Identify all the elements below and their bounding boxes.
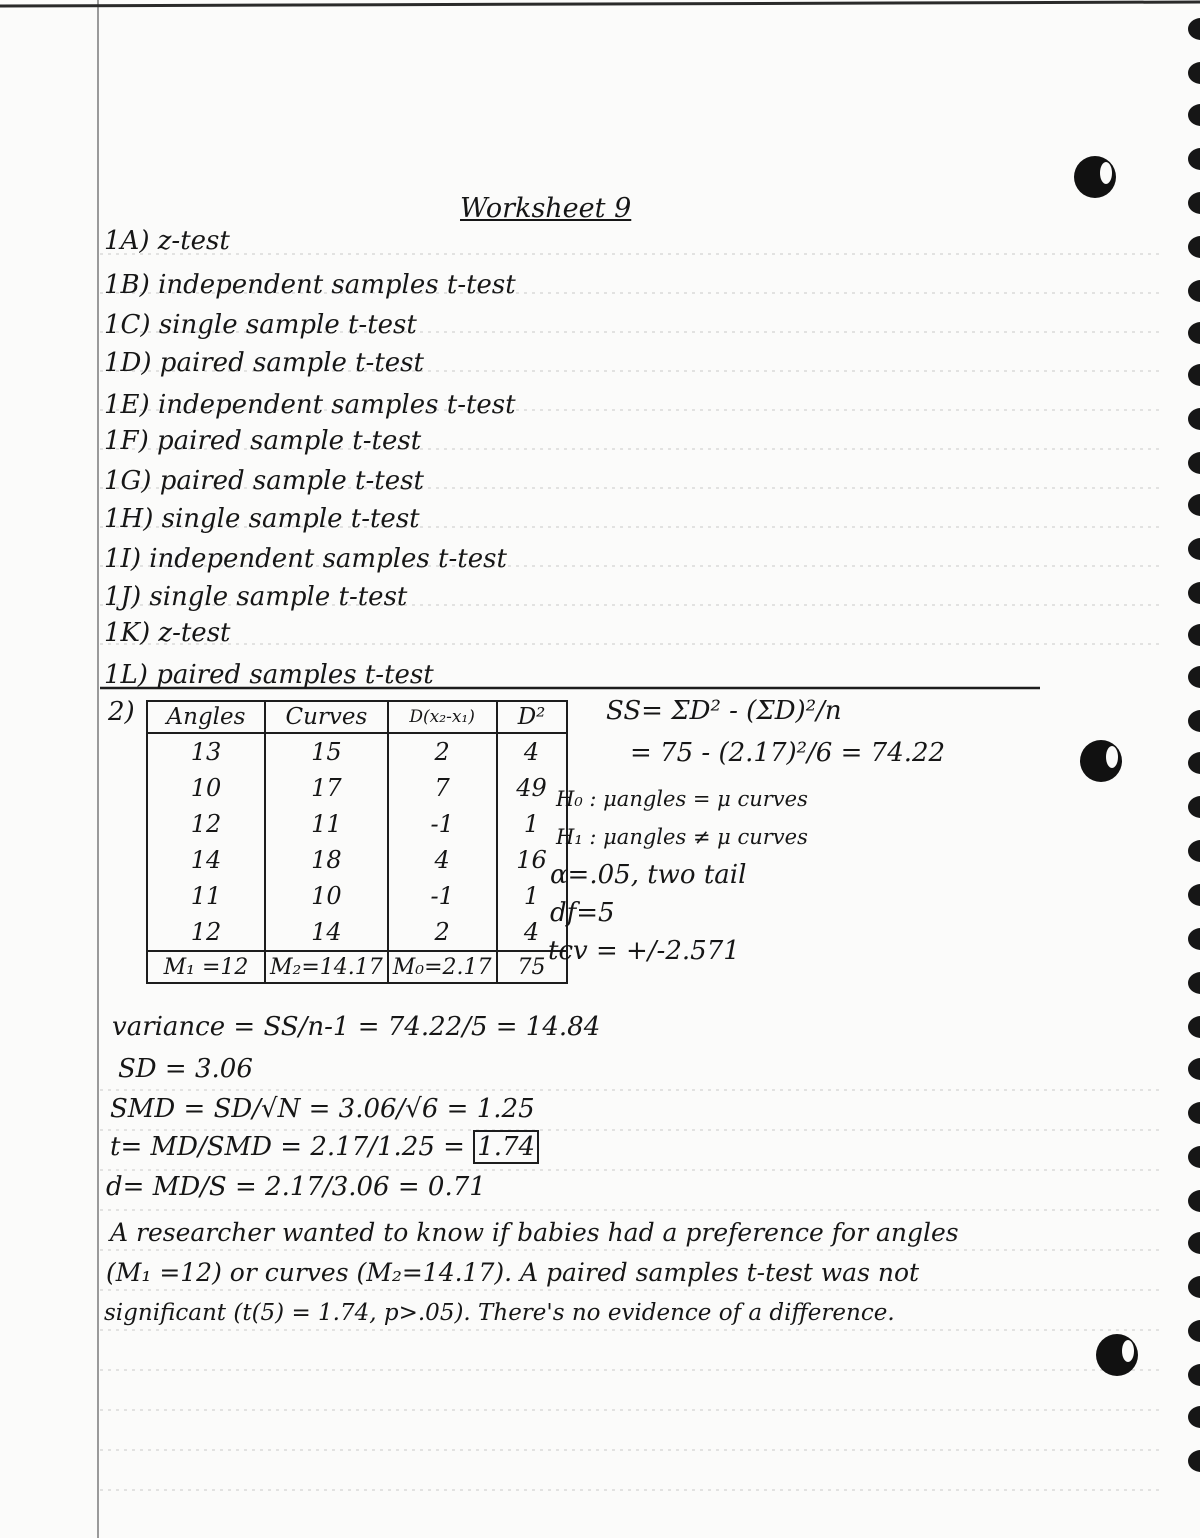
answer-text: z-test <box>157 226 230 256</box>
answer-label: 1F) <box>104 426 149 456</box>
table-header-row <box>147 701 567 733</box>
table-totals-row <box>147 951 567 983</box>
cell-d-squared: 4 <box>497 914 567 951</box>
answer-text: independent samples t-test <box>158 270 516 300</box>
answer-text: single sample t-test <box>149 582 408 612</box>
cell-curves: 17 <box>265 770 388 806</box>
table-row <box>147 733 567 770</box>
cell-d-squared: 1 <box>497 806 567 842</box>
variance-line: variance = SS/n-1 = 74.22/5 = 14.84 <box>112 1012 601 1042</box>
cell-curves: 15 <box>265 733 388 770</box>
alt-hypothesis: H₁ : μangles ≠ μ curves <box>556 825 808 849</box>
cell-angles: 13 <box>147 733 265 770</box>
cell-difference: 4 <box>388 842 497 878</box>
table-row <box>147 806 567 842</box>
cell-angles: 11 <box>147 878 265 914</box>
answer-label: 1K) <box>104 618 151 648</box>
answer-text: paired sample t-test <box>159 348 424 378</box>
cell-angles: 12 <box>147 914 265 951</box>
answer-1f <box>104 426 421 456</box>
t-formula: t= MD/SMD = 2.17/1.25 = <box>110 1132 465 1162</box>
answer-label: 1B) <box>104 270 150 300</box>
paired-data-table <box>146 700 568 984</box>
degrees-of-freedom: df=5 <box>550 898 615 928</box>
answer-text: z-test <box>158 618 231 648</box>
cell-d-squared: 4 <box>497 733 567 770</box>
answer-label: 1E) <box>104 390 150 420</box>
answer-label: 1D) <box>104 348 152 378</box>
answer-1g <box>104 466 424 496</box>
cell-difference: -1 <box>388 806 497 842</box>
conclusion-line-3: significant (t(5) = 1.74, p>.05). There's no evidence of a difference. <box>104 1300 895 1326</box>
ss-value: = 75 - (2.17)²/6 = 74.22 <box>630 738 946 768</box>
cell-curves: 18 <box>265 842 388 878</box>
answer-1b <box>104 270 516 300</box>
alpha-level: α=.05, two tail <box>550 860 747 890</box>
binder-hole-bottom <box>1096 1334 1138 1376</box>
effect-size-line: d= MD/S = 2.17/3.06 = 0.71 <box>106 1172 486 1202</box>
sum-d-squared: 75 <box>497 951 567 983</box>
header-difference: D(x₂-x₁) <box>388 701 497 733</box>
cell-curves: 14 <box>265 914 388 951</box>
answer-text: single sample t-test <box>158 310 417 340</box>
answer-1c <box>104 310 417 340</box>
header-angles: Angles <box>147 701 265 733</box>
smd-label: SMD = <box>110 1094 206 1124</box>
answer-text: independent samples t-test <box>149 544 507 574</box>
table-row <box>147 770 567 806</box>
mean-angles: M₁ =12 <box>147 951 265 983</box>
null-hypothesis: H₀ : μangles = μ curves <box>556 787 808 811</box>
answer-1e <box>104 390 516 420</box>
cell-angles: 12 <box>147 806 265 842</box>
mean-curves: M₂=14.17 <box>265 951 388 983</box>
answer-1i <box>104 544 507 574</box>
cell-angles: 10 <box>147 770 265 806</box>
cell-curves: 11 <box>265 806 388 842</box>
answer-label: 1I) <box>104 544 141 574</box>
answer-1d <box>104 348 424 378</box>
cell-d-squared: 16 <box>497 842 567 878</box>
smd-formula: SD/√N = 3.06/√6 = 1.25 <box>213 1094 535 1124</box>
cell-difference: 7 <box>388 770 497 806</box>
conclusion-line-1: A researcher wanted to know if babies had a preference for angles <box>110 1218 959 1247</box>
cell-d-squared: 1 <box>497 878 567 914</box>
mean-difference: M₀=2.17 <box>388 951 497 983</box>
answer-text: paired sample t-test <box>159 466 424 496</box>
table-row <box>147 878 567 914</box>
cell-angles: 14 <box>147 842 265 878</box>
binder-hole-top <box>1074 156 1116 198</box>
answer-text: independent samples t-test <box>157 390 516 420</box>
cell-difference: 2 <box>388 733 497 770</box>
t-statistic-line <box>110 1132 539 1162</box>
cell-d-squared: 49 <box>497 770 567 806</box>
cell-curves: 10 <box>265 878 388 914</box>
answer-text: single sample t-test <box>161 504 420 534</box>
cell-difference: -1 <box>388 878 497 914</box>
conclusion-line-2: (M₁ =12) or curves (M₂=14.17). A paired samples t-test was not <box>106 1258 920 1287</box>
worksheet-title: Worksheet 9 <box>460 193 632 224</box>
critical-value: tcv = +/-2.571 <box>548 936 740 966</box>
ss-formula: SS= ΣD² - (ΣD)²/n <box>606 696 842 726</box>
answer-1h <box>104 504 420 534</box>
cell-difference: 2 <box>388 914 497 951</box>
answer-label: 1G) <box>104 466 152 496</box>
answer-label: 1J) <box>104 582 142 612</box>
problem-2-label: 2) <box>108 697 135 727</box>
header-d-squared: D² <box>497 701 567 733</box>
t-result-box: 1.74 <box>473 1130 539 1164</box>
sd-line: SD = 3.06 <box>118 1054 253 1084</box>
table-row <box>147 842 567 878</box>
answer-label: 1A) <box>104 226 150 256</box>
answer-1j <box>104 582 407 612</box>
answer-label: 1H) <box>104 504 154 534</box>
answer-1l <box>104 660 434 690</box>
table-row <box>147 914 567 951</box>
binder-hole-middle <box>1080 740 1122 782</box>
answer-text: paired samples t-test <box>156 660 434 690</box>
answer-label: 1L) <box>104 660 148 690</box>
answer-1a <box>104 226 230 256</box>
header-curves: Curves <box>265 701 388 733</box>
answer-label: 1C) <box>104 310 151 340</box>
smd-line <box>110 1094 535 1124</box>
answer-text: paired sample t-test <box>157 426 422 456</box>
answer-1k <box>104 618 230 648</box>
